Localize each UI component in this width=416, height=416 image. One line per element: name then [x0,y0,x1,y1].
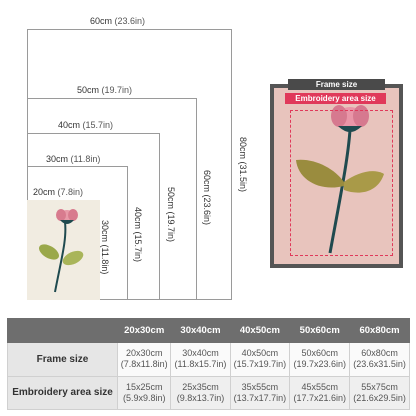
frame-width-label-60: 60cm (23.6in) [90,16,146,26]
frame-width-label-50: 50cm (19.7in) [77,85,133,95]
table-header-cell: 50x60cm [290,319,350,343]
table-cell: 35x55cm (13.7x17.7in) [230,376,290,410]
size-table [7,318,410,410]
table-cell: 45x55cm (17.7x21.6in) [290,376,350,410]
table-row [8,343,410,377]
table-cell: 50x60cm (19.7x23.6in) [290,343,350,377]
flower-embroidery-icon [27,200,100,300]
framed-embroidery-preview [270,84,403,268]
row-label: Frame size [8,343,118,377]
table-cell: 25x35cm (9.8x13.7in) [171,376,230,410]
frame-height-label-30: 30cm (11.8in) [100,220,110,275]
table-cell: 20x30cm (7.8x11.8in) [118,343,171,377]
frame-width-label-30: 30cm (11.8in) [46,154,101,164]
table-cell: 55x75cm (21.6x29.5in) [350,376,410,410]
table-cell: 60x80cm (23.6x31.5in) [350,343,410,377]
frame-height-label-40: 40cm (15.7in) [133,207,143,263]
row-label: Embroidery area size [8,376,118,410]
embroidery-area-label: Embroidery area size [285,93,386,104]
table-cell: 15x25cm (5.9x9.8in) [118,376,171,410]
frame-height-label-50: 50cm (19.7in) [166,187,176,243]
embroidery-area-outline [290,110,393,256]
frame-size-label: Frame size [288,79,385,90]
table-header-cell: 30x40cm [171,319,230,343]
table-cell: 40x50cm (15.7x19.7in) [230,343,290,377]
table-header-row [8,319,410,343]
table-header-cell: 60x80cm [350,319,410,343]
frame-height-label-60: 60cm (23.6in) [202,170,212,226]
canvas-background [274,88,399,264]
embroidery-thumbnail [27,200,100,300]
table-row [8,376,410,410]
frame-width-label-20: 20cm (7.8in) [33,187,84,197]
frame-width-label-40: 40cm (15.7in) [58,120,114,130]
table-header-cell: 40x50cm [230,319,290,343]
table-cell: 30x40cm (11.8x15.7in) [171,343,230,377]
table-header-blank [8,319,118,343]
frame-height-label-80: 80cm (31.5in) [238,137,248,193]
table-header-cell: 20x30cm [118,319,171,343]
